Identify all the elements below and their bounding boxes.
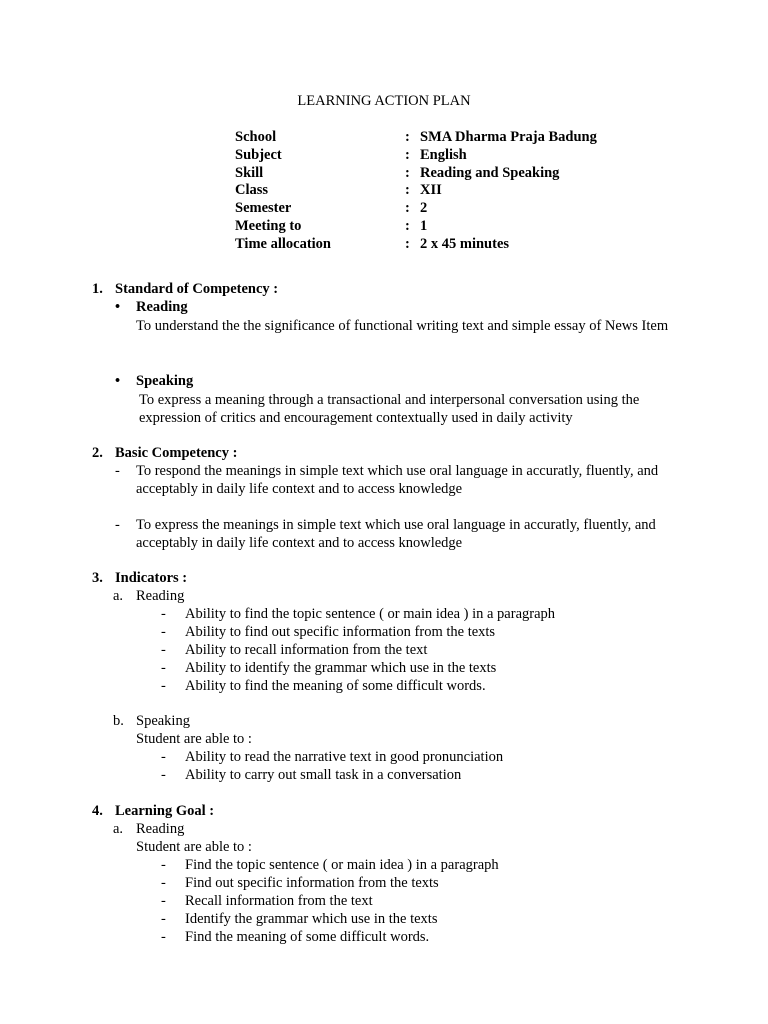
dash-icon: - xyxy=(161,911,166,927)
list-marker: b. xyxy=(113,713,124,729)
basic-competency-item: To respond the meanings in simple text which use oral language in accuratly, fluently, and acceptably in daily life context and to access knowledge xyxy=(136,463,659,497)
dash-icon: - xyxy=(161,857,166,873)
info-row-semester xyxy=(235,200,597,218)
info-row-time-allocation xyxy=(235,236,597,254)
info-label: Skill xyxy=(235,164,264,181)
dash-icon: - xyxy=(115,463,120,479)
bullet-icon: • xyxy=(115,299,121,315)
section-heading: Basic Competency : xyxy=(115,445,238,461)
section-heading: Standard of Competency : xyxy=(115,281,279,297)
section-heading: Indicators : xyxy=(115,570,188,586)
section-number: 3. xyxy=(92,570,103,586)
dash-icon: - xyxy=(161,678,166,694)
list-marker: a. xyxy=(113,588,124,604)
list-item: - Ability to recall information from the text xyxy=(161,642,428,658)
indicators-reading-head xyxy=(113,588,184,606)
basic-competency-item: To express the meanings in simple text which use oral language in accuratly, fluently, and acceptably in daily life context and to access knowledge xyxy=(136,517,656,551)
info-colon: : xyxy=(405,164,410,181)
section-heading: Learning Goal : xyxy=(115,803,215,819)
list-item: - Find the meaning of some difficult words. xyxy=(161,929,430,945)
bullet-label: Reading xyxy=(136,299,188,315)
info-value: XII xyxy=(420,182,442,199)
dash-icon: - xyxy=(161,660,166,676)
list-item: - Ability to identify the grammar which use in the texts xyxy=(161,660,497,676)
section-indicators-title xyxy=(92,570,187,588)
bullet-icon: • xyxy=(115,373,121,389)
standard-speaking-head xyxy=(115,373,193,391)
dash-icon: - xyxy=(115,517,120,533)
list-item: - Ability to find the meaning of some difficult words. xyxy=(161,678,486,694)
speaking-intro: Student are able to : xyxy=(136,731,252,747)
info-row-meeting xyxy=(235,218,597,236)
info-label: School xyxy=(235,129,277,145)
sub-heading: Reading xyxy=(136,588,185,604)
section-number: 2. xyxy=(92,445,103,461)
list-item: - Ability to read the narrative text in good pronunciation xyxy=(161,749,504,765)
list-item: - Recall information from the text xyxy=(161,893,373,909)
info-value: 1 xyxy=(420,217,428,234)
section-number: 4. xyxy=(92,803,103,819)
info-colon: : xyxy=(405,129,410,145)
list-item: - Identify the grammar which use in the texts xyxy=(161,911,438,927)
info-row-subject xyxy=(235,147,597,165)
sub-heading: Speaking xyxy=(136,713,190,729)
section-number: 1. xyxy=(92,281,103,297)
document-title: LEARNING ACTION PLAN xyxy=(297,93,471,109)
dash-icon: - xyxy=(161,642,166,658)
info-row-school xyxy=(235,129,597,147)
dash-icon: - xyxy=(161,929,166,945)
dash-icon: - xyxy=(161,624,166,640)
dash-icon: - xyxy=(161,767,166,783)
dash-icon: - xyxy=(161,893,166,909)
info-row-class xyxy=(235,182,597,200)
info-value: 2 x 45 minutes xyxy=(420,235,510,252)
dash-icon: - xyxy=(161,875,166,891)
list-marker: a. xyxy=(113,821,124,837)
section-standard-title xyxy=(92,281,278,299)
section-basic-title xyxy=(92,445,237,463)
info-value: 2 xyxy=(420,200,428,217)
info-value: Reading and Speaking xyxy=(420,164,560,181)
sub-heading: Reading xyxy=(136,821,185,837)
list-item: - Find the topic sentence ( or main idea ) in a paragraph xyxy=(161,857,499,873)
info-colon: : xyxy=(405,235,410,252)
info-label: Class xyxy=(235,182,269,199)
info-colon: : xyxy=(405,200,410,217)
info-label: Time allocation xyxy=(235,235,331,252)
info-colon: : xyxy=(405,146,410,163)
bullet-label: Speaking xyxy=(136,373,194,389)
dash-icon: - xyxy=(161,749,166,765)
info-label: Semester xyxy=(235,200,292,217)
standard-reading-text: To understand the the significance of functional writing text and simple essay of News Item xyxy=(136,318,669,334)
list-item: - Find out specific information from the texts xyxy=(161,875,439,891)
list-item: - Ability to carry out small task in a conversation xyxy=(161,767,462,783)
info-row-skill xyxy=(235,165,597,183)
info-table xyxy=(235,129,597,254)
list-item: - Ability to find the topic sentence ( or main idea ) in a paragraph xyxy=(161,606,556,622)
info-label: Subject xyxy=(235,146,282,163)
dash-icon: - xyxy=(161,606,166,622)
section-goal-title xyxy=(92,803,214,821)
standard-speaking-text: To express a meaning through a transactional and interpersonal conversation using the expression of critics and encouragement contextually used in daily activity xyxy=(139,392,640,426)
goal-reading-head xyxy=(113,821,184,839)
goal-intro: Student are able to : xyxy=(136,839,252,855)
info-value: English xyxy=(420,146,467,163)
info-colon: : xyxy=(405,182,410,199)
info-label: Meeting to xyxy=(235,217,302,234)
info-colon: : xyxy=(405,217,410,234)
standard-reading-head xyxy=(115,299,188,317)
list-item: - Ability to find out specific information from the texts xyxy=(161,624,496,640)
indicators-speaking-head xyxy=(113,713,190,731)
info-value: SMA Dharma Praja Badung xyxy=(420,129,597,145)
